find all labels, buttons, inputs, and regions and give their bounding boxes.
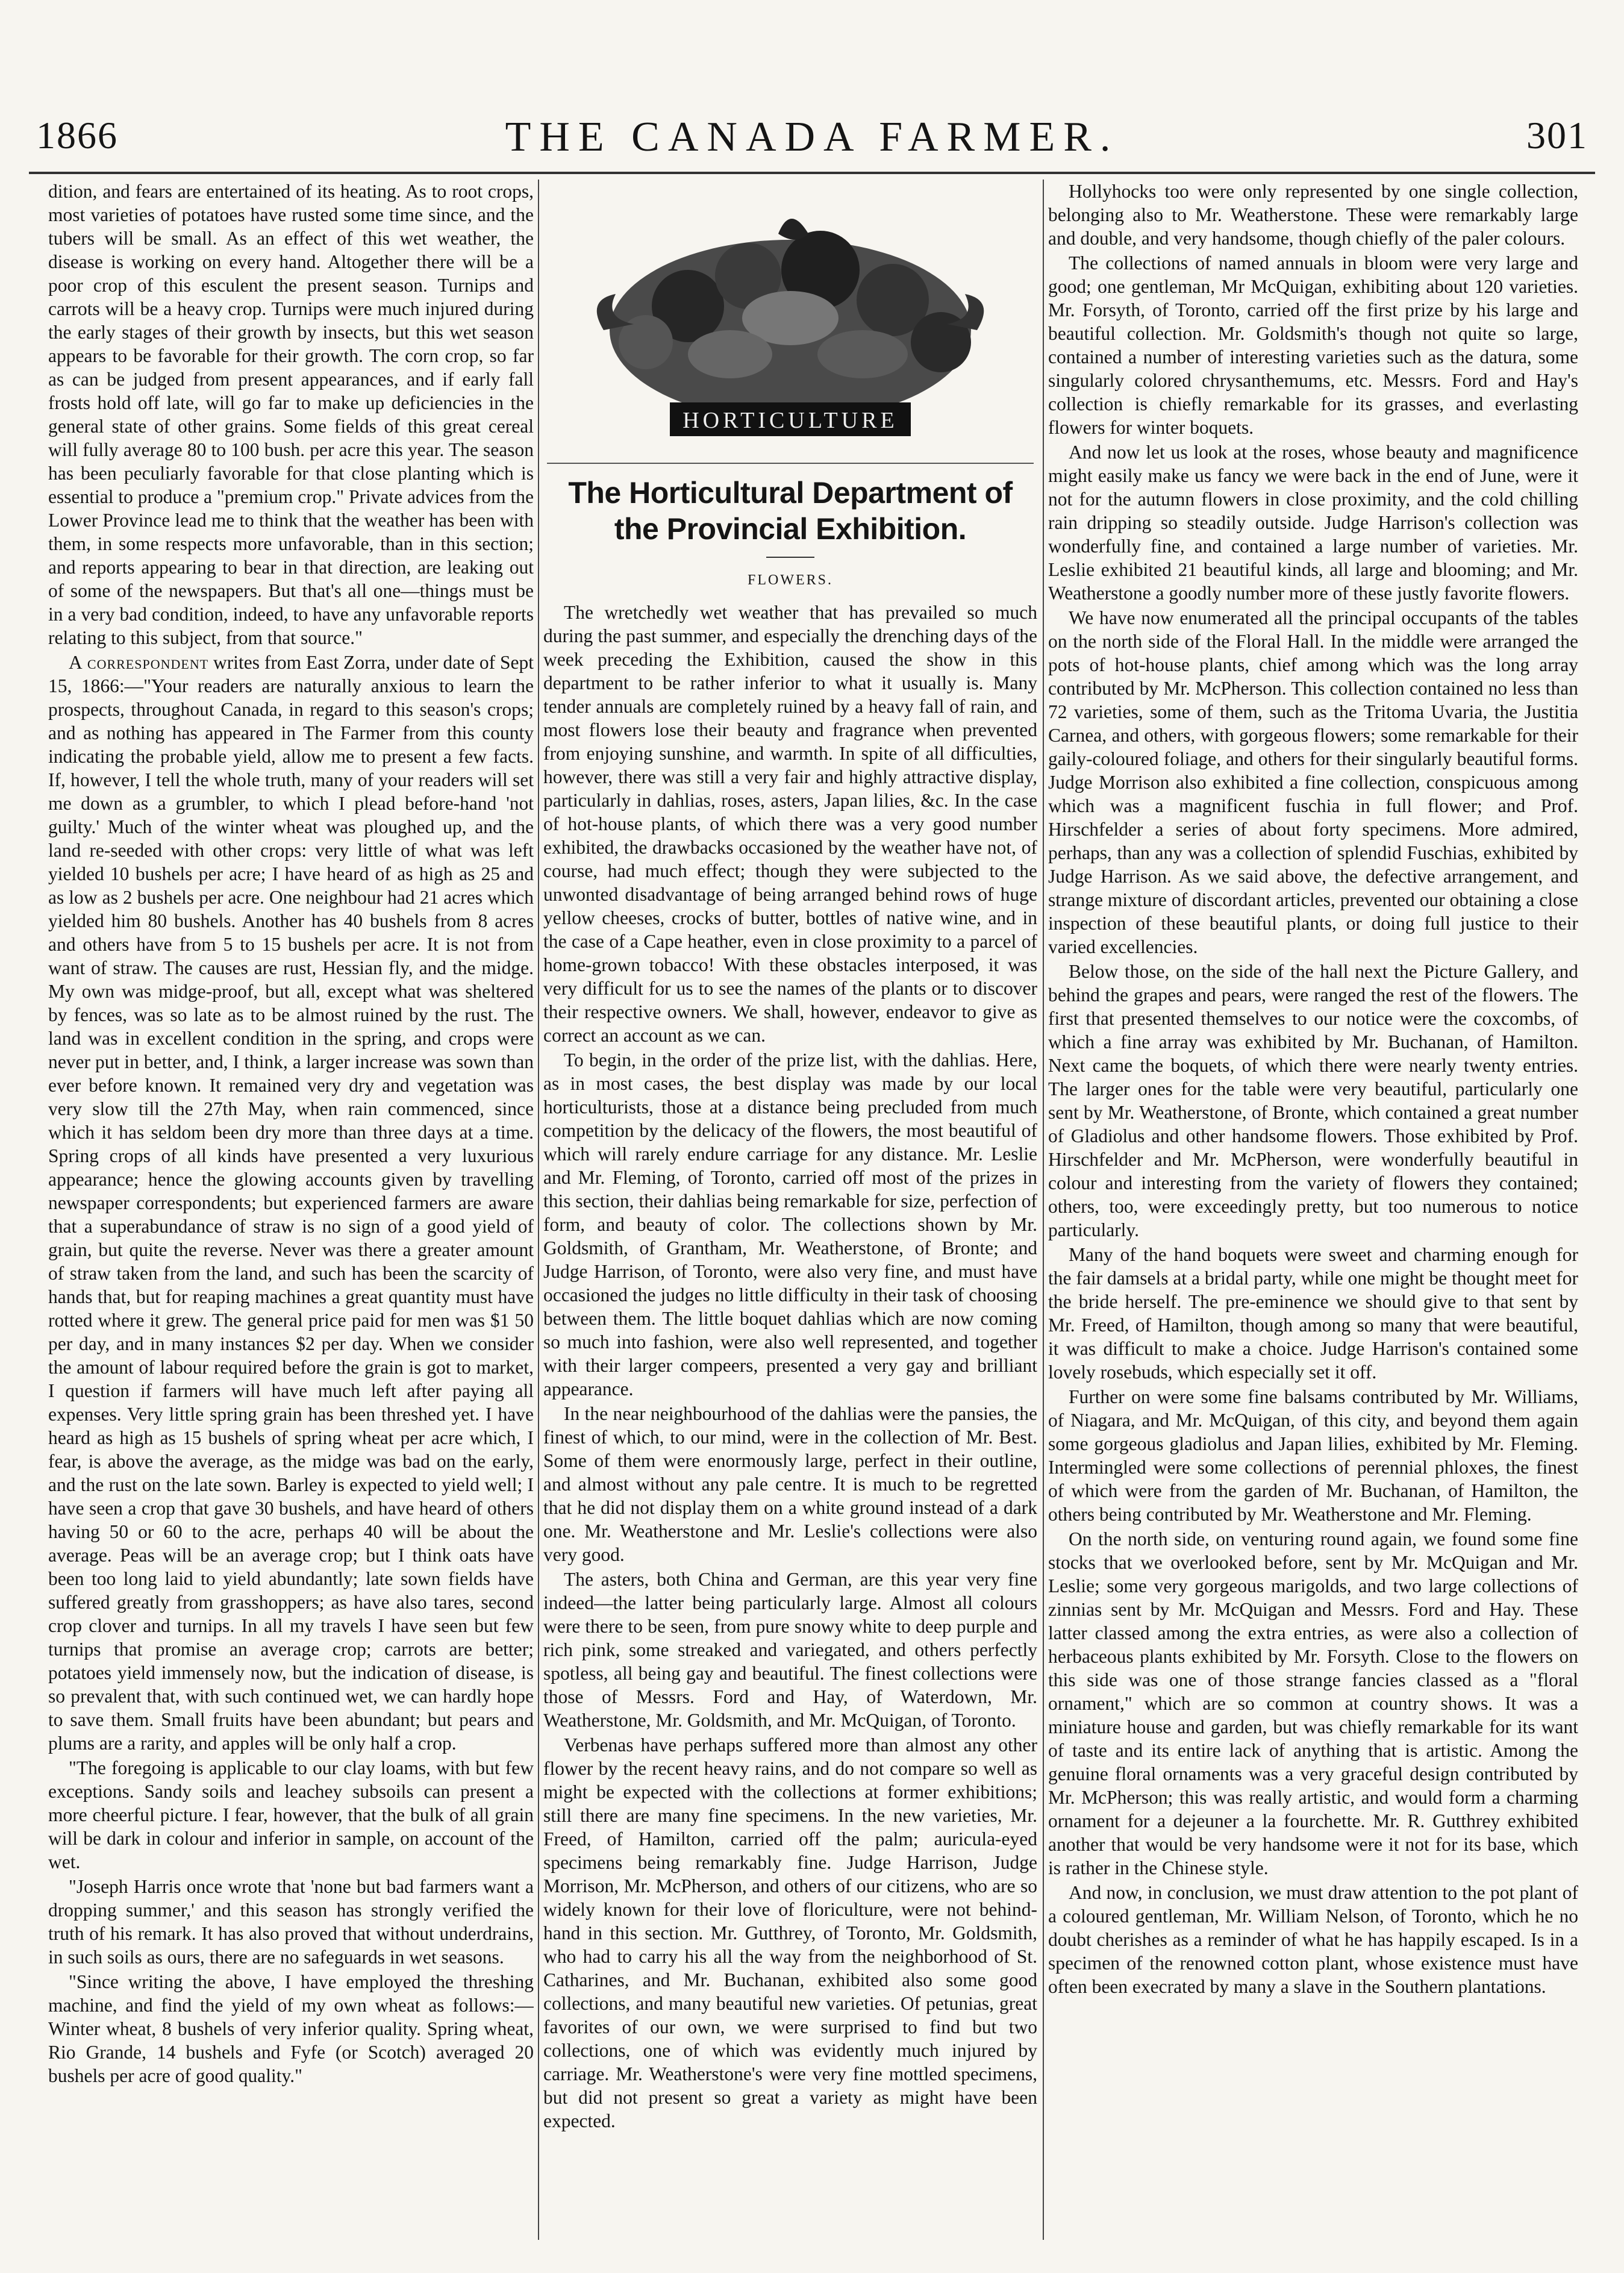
paragraph: "The foregoing is applicable to our clay loams, with but few exceptions. Sandy soils and leachey subsoils can present a more cheerful picture. I fear, however, that the bulk of all grain will be dark in colour and inferior in sample, on account of the wet. <box>48 1757 534 1872</box>
paragraph: In the near neighbourhood of the dahlias were the pansies, the finest of which, to our mind, were in the collection of Mr. Best. Some of them were enormously large, perfect in their outline, and almost without any pale centre. It is much to be regretted that he did not display them on a white ground instead of a dark one. Mr. Weatherstone and Mr. Leslie's collections were also very good. <box>543 1403 1037 1565</box>
paragraph: The wretchedly wet weather that has prevailed so much during the past summer, and especially the drenching days of the week preceding the Exhibition, caused the show in this department to be rather inferior to what it usually is. Many tender annuals are completely ruined by a heavy fall of rain, and most flowers lose their beauty and fragrance when prevented from enjoying sunshine, and warmth. In spite of all difficulties, however, there was still a very fair and highly attractive display, particularly in dahlias, roses, asters, Japan lilies, &c. In the case of hot-house plants, of which there was a very good number exhibited, the drawbacks occasioned by the weather have not, of course, had much effect; though they were subjected to the unwonted disadvantage of being arranged behind rows of huge yellow cheeses, crocks of butter, bottles of native wine, and in the case of a Cape heather, even in close proximity to a parcel of home-grown tobacco! With these obstacles interposed, it was very difficult for us to see the names of the plants or to discover their respective owners. We shall, however, endeavor to give as correct an account as we can. <box>543 602 1037 1046</box>
horticulture-engraving <box>547 180 1034 464</box>
paragraph: "Joseph Harris once wrote that 'none but bad farmers want a dropping summer,' and this season has strongly verified the truth of his remark. It has also proved that without underdrains, in such soils as ours, there are no safeguards in wet seasons. <box>48 1876 534 1968</box>
section-subtitle: FLOWERS. <box>747 572 833 588</box>
paragraph: dition, and fears are entertained of its heating. As to root crops, most varieties of potatoes have rusted some time since, and the tubers will be small. As an effect of this wet weather, the disease is working on every hand. Altogether there will be a poor crop of this esculent the present season. Turnips and carrots will be a heavy crop. Turnips were much injured during the early stages of their growth by insects, but this wet season appears to be favorable for their growth. The corn crop, so far as can be judged from present appearances, and if early fall frosts hold off late, will go far to make up deficiencies in the general state of other grains. Some fields of this great cereal will fully average 80 to 100 bush. per acre this year. The season has been peculiarly favorable for that close planting which is essential to produce a "premium crop." Private advices from the Lower Province lead me to think that the weather has been with them, in some respects more unfavorable, than in this section; and reports appearing to bear in that direction, are leaking out of some of the newspapers. But that's all one—things must be in a very bad condition, indeed, to have any unfavorable reports relating to this subject, from that source." <box>48 181 534 648</box>
paragraph: And now, in conclusion, we must draw attention to the pot plant of a coloured gentleman, Mr. William Nelson, of Toronto, which he no doubt cherishes as a reminder of what he has happily escaped. Is in a specimen of the renowned cotton plant, whose existence must have often been execrated by many a slave in the Southern plantations. <box>1048 1882 1578 1997</box>
paragraph-text: writes from East Zorra, under date of Sept 15, 1866:—"Your readers are naturally anxious to learn the prospects, throughout Canada, in regard to this season's crops; and as nothing has appeared in The Farmer from this county indicating the probable yield, allow me to present a few facts. If, however, I tell the whole truth, many of your readers will set me down as a grumbler, to which I plead before-hand 'not guilty.' Much of the winter wheat was ploughed up, and the land re-seeded with other crops: very little of what was left yielded 10 bushels per acre; I have heard of as high as 25 and as low as 2 bushels per acre. One neighbour had 21 acres which yielded him 80 bushels. Another has 40 bushels from 8 acres and others have from 5 to 15 bushels per acre. It is not from want of straw. The causes are rust, Hessian fly, and the midge. My own was midge-proof, but all, except what was sheltered by fences, was so late as to be almost ruined by the rust. The land was in excellent condition in the spring, and crops were never put in better, and, I think, a larger increase was sown than ever before known. It remained very dry and vegetation was very slow till the 27th May, when rain commenced, since which it has seldom been dry more than three days at a time. Spring crops of all kinds have presented a very luxurious appearance; hence the glowing accounts given by travelling newspaper correspondents; but experienced farmers are aware that a superabundance of straw is no sign of a good yield of grain, but quite the reverse. Never was there a greater amount of straw taken from the land, and such has been the scarcity of hands that, but for reaping machines a great quantity must have rotted where it grew. The general price paid for men was $1 50 per day, and in many instances $2 per day. When we consider the amount of labour required before the grain is got to market, I question if farmers will have much left after paying all expenses. Very little spring grain has been threshed yet. I have heard as high as 15 bushels of spring wheat per acre which, I fear, is above the average, as the midge was bad on the early, and the rust on the late sown. Barley is expected to yield well; I have seen a crop that gave 30 bushels, and have heard of others having 50 or 60 to the acre, perhaps 40 will be about the average. Peas will be an average crop; but I think oats have been too long laid to yield abundantly; late sown fields have suffered greatly from grasshoppers; as have also tares, second crop clover and turnips. In all my travels I have seen but few turnips that promise an average crop; carrots are better; potatoes yield immensely now, but the indication of disease, is so prevalent that, with such continued wet, we can hardly hope to save them. Small fruits have been abundant; but pears and plums are a rarity, and apples will be only half a crop. <box>48 652 534 1754</box>
column-3 <box>1048 180 1578 2240</box>
lead-in: A correspondent <box>69 652 209 673</box>
title-rule <box>766 557 814 558</box>
column-divider <box>538 180 539 2240</box>
paragraph: The asters, both China and German, are this year very fine indeed—the latter being particularly large. Almost all colours were there to be seen, from pure snowy white to deep purple and rich pink, some streaked and variegated, and others perfectly spotless, all being gay and beautiful. The finest collections were those of Messrs. Ford and Hay, of Waterdown, Mr. Weatherstone, Mr. Goldsmith, and Mr. McQuigan, of Toronto. <box>543 1569 1037 1731</box>
page-header <box>29 113 1595 166</box>
paragraph: On the north side, on venturing round again, we found some fine stocks that we overlooked before, sent by Mr. McQuigan and Mr. Leslie; some very gorgeous marigolds, and two large collections of zinnias sent by Mr. McQuigan and Messrs. Ford and Hay. These latter classed among the extra entries, as were also a collection of herbaceous plants exhibited by Mr. Forsyth. Close to the flowers on this side was one of those strange fancies classed as a "floral ornament," which are so common at country shows. It was a miniature house and garden, but was chiefly remarkable for its want of taste and its entire lack of anything that is artistic. Among the genuine floral ornaments was a very graceful design contributed by Mr. McPherson; this was really artistic, and would form a charming ornament for a dejeuner a la fourchette. Mr. R. Gutthrey exhibited another that would be very handsome were it not for its base, which is rather in the Chinese style. <box>1048 1528 1578 1878</box>
column-1 <box>48 180 534 2240</box>
page-number: 301 <box>1526 114 1588 157</box>
paragraph: Many of the hand boquets were sweet and charming enough for the fair damsels at a bridal party, while one might be thought meet for the bride herself. The pre-eminence we should give to that sent by Mr. Freed, of Hamilton, though among so many that were beautiful, it was difficult to make a choice. Judge Harrison's contained some lovely rosebuds, which especially set it off. <box>1048 1244 1578 1383</box>
paragraph <box>48 651 534 1755</box>
paragraph: Below those, on the side of the hall next the Picture Gallery, and behind the grapes and pears, were ranged the rest of the flowers. The first that presented themselves to our notice were the coxcombs, of which a fine array was exhibited by Mr. Buchanan, of Hamilton. Next came the boquets, of which there were nearly twenty entries. The larger ones for the table were very beautiful, particularly one sent by Mr. Weatherstone, of Bronte, which contained a great number of Gladiolus and other handsome flowers. Those exhibited by Prof. Hirschfelder and Mr. McPherson, were wonderfully beautiful in colour and interesting from the variety of flowers they contained; others, too, were exceedingly pretty, but too numerous to notice particularly. <box>1048 961 1578 1240</box>
masthead-title: THE CANADA FARMER. <box>505 114 1119 160</box>
paragraph: The collections of named annuals in bloom were very large and good; one gentleman, Mr McQuigan, exhibiting about 120 varieties. Mr. Forsyth, of Toronto, carried off the first prize by his large and beautiful collection. Mr. Goldsmith's though not quite so large, contained a number of interesting varieties such as the datura, some singularly colored chrysanthemums, etc. Messrs. Ford and Hay's collection is chiefly remarkable for its grasses, and everlasting flowers for winter boquets. <box>1048 252 1578 438</box>
paragraph: Further on were some fine balsams contributed by Mr. Williams, of Niagara, and Mr. McQuigan, of this city, and beyond them again some gorgeous gladiolus and Japan lilies, exhibited by Mr. Fleming. Intermingled were some collections of perennial phloxes, the finest of which were from the garden of Mr. Buchanan, of Hamilton, the others being contributed by Mr. Weatherstone and Mr. Fleming. <box>1048 1386 1578 1525</box>
article-title: The Horticultural Department of the Provincial Exhibition. <box>568 476 1013 546</box>
column-2 <box>543 180 1037 2240</box>
paragraph: Hollyhocks too were only represented by one single collection, belonging also to Mr. Weatherstone. These were remarkably large and double, and very handsome, though chiefly of the paler colours. <box>1048 181 1578 249</box>
fruit-basket-illustration <box>547 180 1034 463</box>
header-year: 1866 <box>36 114 118 157</box>
paragraph: Verbenas have perhaps suffered more than almost any other flower by the recent heavy rains, and do not compare so well as might be expected with the collections at former exhibitions; still there are many fine specimens. In the new varieties, Mr. Freed, of Hamilton, carried off the palm; auricula-eyed specimens being remarkably fine. Judge Harrison, Judge Morrison, Mr. McPherson, and others of our citizens, who are so widely known for their love of floriculture, were not behind-hand in this section. Mr. Gutthrey, of Toronto, Mr. Goldsmith, who had to carry his all the way from the neighborhood of St. Catharines, and Mr. Buchanan, exhibited also some good collections, and many beautiful new varieties. Of petunias, great favorites of our own, we were surprised to find but two collections, one of which was evidently much injured by carriage. Mr. Weatherstone's were very fine mottled specimens, but did not present so great a variety as might have been expected. <box>543 1734 1037 2131</box>
header-rule <box>29 172 1595 174</box>
paragraph: To begin, in the order of the prize list, with the dahlias. Here, as in most cases, the best display was made by our local horticulturists, those at a distance being precluded from much competition by the delicacy of the flowers, the most beautiful of which will rarely endure carriage for any distance. Mr. Leslie and Mr. Fleming, of Toronto, carried off most of the prizes in this section, their dahlias being remarkable for size, perfection of form, and beauty of color. The collections shown by Mr. Goldsmith, of Grantham, Mr. Weatherstone, of Bronte; and Judge Harrison, of Toronto, were also very fine, and must have occasioned the judges no little difficulty in their task of choosing between them. The little boquet dahlias which are now coming so much into fashion, were also well represented, and together with their larger compeers, presented a very gay and brilliant appearance. <box>543 1049 1037 1399</box>
paragraph: We have now enumerated all the principal occupants of the tables on the north side of the Floral Hall. In the middle were arranged the pots of hot-house plants, chief among which was the long array contributed by Mr. McPherson. This collection contained no less than 72 varieties, some of them, such as the Tritoma Uvaria, the Justitia Carnea, and others, with gorgeous flowers; some remarkable for their gaily-coloured foliage, and others for their singularly beautiful forms. Judge Morrison also exhibited a fine collection, conspicuous among which was a magnificent fuschia in full flower; and Prof. Hirschfelder a series of about forty specimens. More admired, perhaps, than any was a collection of splendid Fuschias, exhibited by Judge Harrison. As we said above, the defective arrangement, and strange mixture of discordant articles, prevented our obtaining a close inspection of these beautiful plants, or doing full justice to their varied excellencies. <box>1048 607 1578 957</box>
paragraph: "Since writing the above, I have employed the threshing machine, and find the yield of my own wheat as follows:—Winter wheat, 8 bushels of very inferior quality. Spring wheat, Rio Grande, 14 bushels and Fyfe (or Scotch) averaged 20 bushels per acre of good quality." <box>48 1971 534 2086</box>
column-divider <box>1043 180 1044 2240</box>
paragraph: And now let us look at the roses, whose beauty and magnificence might easily make us fancy we were back in the end of June, were it not for the autumn flowers in close proximity, and the cold chilling rain dripping so steadily outside. Judge Harrison's collection was wonderfully fine, and contained a large number of varieties. Mr. Leslie exhibited 21 beautiful kinds, all large and blooming; and Mr. Weatherstone a goodly number more of these justly favorite flowers. <box>1048 442 1578 604</box>
banner-text: HORTICULTURE <box>682 408 898 433</box>
